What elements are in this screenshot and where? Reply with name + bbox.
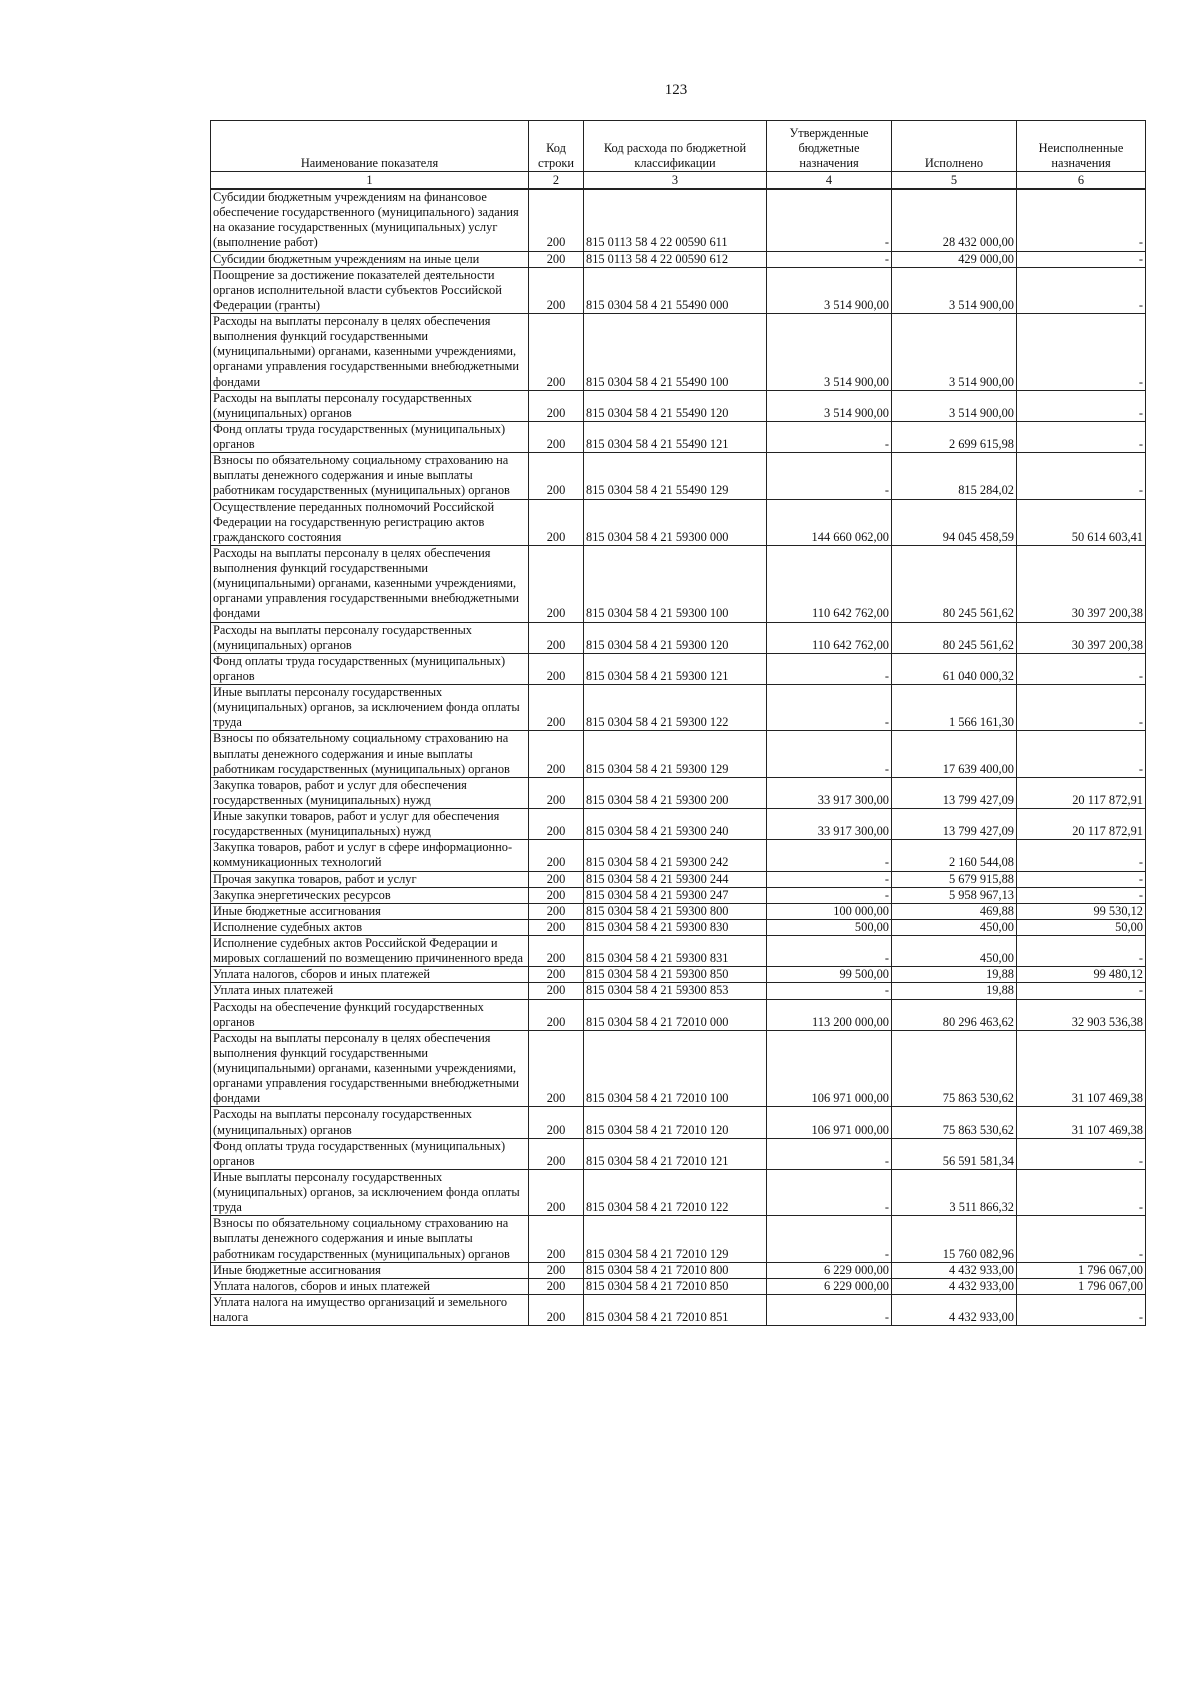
row-approved-amount: 500,00 (767, 919, 892, 935)
row-unexecuted-amount: 1 796 067,00 (1017, 1278, 1146, 1294)
row-budget-code: 815 0304 58 4 21 59300 121 (584, 653, 767, 684)
table-row (211, 1294, 1146, 1325)
row-executed-amount: 80 245 561,62 (892, 545, 1017, 622)
row-unexecuted-amount: - (1017, 189, 1146, 251)
row-unexecuted-amount: 99 480,12 (1017, 967, 1146, 983)
row-line-code: 200 (529, 545, 584, 622)
row-executed-amount: 19,88 (892, 967, 1017, 983)
header-code: Код расхода по бюджетной классификации (584, 121, 767, 172)
table-body (211, 189, 1146, 1326)
column-number: 4 (767, 172, 892, 190)
row-line-code: 200 (529, 1138, 584, 1169)
row-unexecuted-amount: 30 397 200,38 (1017, 545, 1146, 622)
row-unexecuted-amount: - (1017, 1138, 1146, 1169)
table-row (211, 999, 1146, 1030)
row-name: Расходы на выплаты персоналу в целях обеспечения выполнения функций государственными (муниципальными) органами, казенными учреждениями, органами управления государственными внебюджетными фондами (211, 545, 529, 622)
table-row (211, 453, 1146, 499)
row-unexecuted-amount: 99 530,12 (1017, 903, 1146, 919)
table-row (211, 267, 1146, 313)
row-unexecuted-amount: 20 117 872,91 (1017, 809, 1146, 840)
row-line-code: 200 (529, 421, 584, 452)
header-line: Код строки (529, 121, 584, 172)
row-line-code: 200 (529, 809, 584, 840)
row-approved-amount: 6 229 000,00 (767, 1262, 892, 1278)
row-unexecuted-amount: 32 903 536,38 (1017, 999, 1146, 1030)
table-row (211, 1169, 1146, 1215)
table-row (211, 936, 1146, 967)
row-unexecuted-amount: - (1017, 314, 1146, 391)
row-executed-amount: 469,88 (892, 903, 1017, 919)
row-unexecuted-amount: - (1017, 731, 1146, 777)
row-budget-code: 815 0304 58 4 21 72010 850 (584, 1278, 767, 1294)
row-approved-amount: - (767, 871, 892, 887)
row-budget-code: 815 0304 58 4 21 59300 850 (584, 967, 767, 983)
row-unexecuted-amount: 31 107 469,38 (1017, 1030, 1146, 1107)
row-line-code: 200 (529, 903, 584, 919)
column-number: 2 (529, 172, 584, 190)
row-approved-amount: - (767, 1216, 892, 1262)
row-executed-amount: 815 284,02 (892, 453, 1017, 499)
row-name: Закупка товаров, работ и услуг в сфере информационно-коммуникационных технологий (211, 840, 529, 871)
row-executed-amount: 75 863 530,62 (892, 1107, 1017, 1138)
row-executed-amount: 94 045 458,59 (892, 499, 1017, 545)
table-row (211, 903, 1146, 919)
row-name: Прочая закупка товаров, работ и услуг (211, 871, 529, 887)
row-executed-amount: 5 679 915,88 (892, 871, 1017, 887)
table-row (211, 967, 1146, 983)
row-line-code: 200 (529, 622, 584, 653)
row-name: Иные бюджетные ассигнования (211, 903, 529, 919)
row-budget-code: 815 0113 58 4 22 00590 611 (584, 189, 767, 251)
row-line-code: 200 (529, 967, 584, 983)
row-approved-amount: 110 642 762,00 (767, 545, 892, 622)
row-approved-amount: 3 514 900,00 (767, 267, 892, 313)
row-executed-amount: 3 514 900,00 (892, 390, 1017, 421)
table-row (211, 622, 1146, 653)
column-number-row (211, 172, 1146, 190)
row-line-code: 200 (529, 251, 584, 267)
row-budget-code: 815 0304 58 4 21 72010 129 (584, 1216, 767, 1262)
table-row (211, 1216, 1146, 1262)
column-number: 6 (1017, 172, 1146, 190)
header-unexecuted: Неисполненные назначения (1017, 121, 1146, 172)
row-budget-code: 815 0304 58 4 21 59300 120 (584, 622, 767, 653)
row-line-code: 200 (529, 731, 584, 777)
row-unexecuted-amount: 20 117 872,91 (1017, 777, 1146, 808)
row-executed-amount: 4 432 933,00 (892, 1278, 1017, 1294)
row-line-code: 200 (529, 685, 584, 731)
table-row (211, 840, 1146, 871)
row-approved-amount: 106 971 000,00 (767, 1107, 892, 1138)
row-budget-code: 815 0304 58 4 21 59300 000 (584, 499, 767, 545)
row-approved-amount: - (767, 1169, 892, 1215)
row-line-code: 200 (529, 314, 584, 391)
row-name: Расходы на выплаты персоналу государственных (муниципальных) органов (211, 1107, 529, 1138)
row-line-code: 200 (529, 936, 584, 967)
row-executed-amount: 13 799 427,09 (892, 809, 1017, 840)
row-executed-amount: 17 639 400,00 (892, 731, 1017, 777)
row-budget-code: 815 0304 58 4 21 59300 247 (584, 887, 767, 903)
column-number: 3 (584, 172, 767, 190)
row-budget-code: 815 0304 58 4 21 72010 000 (584, 999, 767, 1030)
row-line-code: 200 (529, 453, 584, 499)
row-line-code: 200 (529, 499, 584, 545)
row-line-code: 200 (529, 919, 584, 935)
row-name: Взносы по обязательному социальному страхованию на выплаты денежного содержания и иные выплаты работникам государственных (муниципальных) органов (211, 1216, 529, 1262)
row-unexecuted-amount: 1 796 067,00 (1017, 1262, 1146, 1278)
row-executed-amount: 56 591 581,34 (892, 1138, 1017, 1169)
row-line-code: 200 (529, 1107, 584, 1138)
row-unexecuted-amount: - (1017, 871, 1146, 887)
row-executed-amount: 75 863 530,62 (892, 1030, 1017, 1107)
row-budget-code: 815 0304 58 4 21 55490 120 (584, 390, 767, 421)
column-number: 5 (892, 172, 1017, 190)
row-budget-code: 815 0304 58 4 21 72010 120 (584, 1107, 767, 1138)
row-budget-code: 815 0304 58 4 21 59300 100 (584, 545, 767, 622)
row-approved-amount: - (767, 936, 892, 967)
row-line-code: 200 (529, 840, 584, 871)
row-line-code: 200 (529, 999, 584, 1030)
table-row (211, 189, 1146, 251)
row-unexecuted-amount: 50,00 (1017, 919, 1146, 935)
row-budget-code: 815 0304 58 4 21 59300 800 (584, 903, 767, 919)
row-name: Закупка товаров, работ и услуг для обеспечения государственных (муниципальных) нужд (211, 777, 529, 808)
table-row (211, 731, 1146, 777)
row-line-code: 200 (529, 887, 584, 903)
table-row (211, 545, 1146, 622)
table-row (211, 1138, 1146, 1169)
row-budget-code: 815 0304 58 4 21 72010 122 (584, 1169, 767, 1215)
table-row (211, 919, 1146, 935)
row-name: Иные выплаты персоналу государственных (муниципальных) органов, за исключением фонда оплаты труда (211, 1169, 529, 1215)
row-unexecuted-amount: - (1017, 887, 1146, 903)
row-approved-amount: 106 971 000,00 (767, 1030, 892, 1107)
row-unexecuted-amount: - (1017, 936, 1146, 967)
row-approved-amount: - (767, 189, 892, 251)
header-executed: Исполнено (892, 121, 1017, 172)
row-line-code: 200 (529, 267, 584, 313)
row-approved-amount: 6 229 000,00 (767, 1278, 892, 1294)
row-executed-amount: 450,00 (892, 936, 1017, 967)
row-approved-amount: - (767, 840, 892, 871)
table-row (211, 777, 1146, 808)
row-budget-code: 815 0304 58 4 21 59300 831 (584, 936, 767, 967)
row-name: Фонд оплаты труда государственных (муниципальных) органов (211, 1138, 529, 1169)
row-unexecuted-amount: - (1017, 653, 1146, 684)
table-row (211, 653, 1146, 684)
row-approved-amount: - (767, 983, 892, 999)
row-executed-amount: 5 958 967,13 (892, 887, 1017, 903)
table-row (211, 809, 1146, 840)
row-approved-amount: - (767, 1138, 892, 1169)
row-budget-code: 815 0113 58 4 22 00590 612 (584, 251, 767, 267)
row-approved-amount: 110 642 762,00 (767, 622, 892, 653)
row-approved-amount: 3 514 900,00 (767, 390, 892, 421)
row-executed-amount: 450,00 (892, 919, 1017, 935)
header-approved: Утвержденные бюджетные назначения (767, 121, 892, 172)
table-header (211, 121, 1146, 190)
row-name: Иные выплаты персоналу государственных (муниципальных) органов, за исключением фонда оплаты труда (211, 685, 529, 731)
row-unexecuted-amount: - (1017, 453, 1146, 499)
row-executed-amount: 80 245 561,62 (892, 622, 1017, 653)
row-name: Поощрение за достижение показателей деятельности органов исполнительной власти субъектов Российской Федерации (гранты) (211, 267, 529, 313)
table-row (211, 1262, 1146, 1278)
row-budget-code: 815 0304 58 4 21 55490 000 (584, 267, 767, 313)
row-approved-amount: 100 000,00 (767, 903, 892, 919)
row-unexecuted-amount: 30 397 200,38 (1017, 622, 1146, 653)
row-executed-amount: 15 760 082,96 (892, 1216, 1017, 1262)
row-line-code: 200 (529, 1262, 584, 1278)
row-unexecuted-amount: - (1017, 421, 1146, 452)
row-unexecuted-amount: - (1017, 267, 1146, 313)
row-name: Фонд оплаты труда государственных (муниципальных) органов (211, 421, 529, 452)
row-unexecuted-amount: - (1017, 840, 1146, 871)
row-name: Иные закупки товаров, работ и услуг для обеспечения государственных (муниципальных) нужд (211, 809, 529, 840)
row-line-code: 200 (529, 983, 584, 999)
row-executed-amount: 4 432 933,00 (892, 1262, 1017, 1278)
row-executed-amount: 3 511 866,32 (892, 1169, 1017, 1215)
row-budget-code: 815 0304 58 4 21 55490 100 (584, 314, 767, 391)
row-executed-amount: 80 296 463,62 (892, 999, 1017, 1030)
row-name: Расходы на выплаты персоналу в целях обеспечения выполнения функций государственными (муниципальными) органами, казенными учреждениями, органами управления государственными внебюджетными фондами (211, 1030, 529, 1107)
table-row (211, 871, 1146, 887)
row-name: Уплата налога на имущество организаций и земельного налога (211, 1294, 529, 1325)
row-budget-code: 815 0304 58 4 21 72010 800 (584, 1262, 767, 1278)
row-executed-amount: 2 160 544,08 (892, 840, 1017, 871)
row-name: Фонд оплаты труда государственных (муниципальных) органов (211, 653, 529, 684)
row-unexecuted-amount: - (1017, 685, 1146, 731)
table-row (211, 499, 1146, 545)
row-line-code: 200 (529, 1169, 584, 1215)
row-approved-amount: - (767, 731, 892, 777)
row-executed-amount: 3 514 900,00 (892, 314, 1017, 391)
row-budget-code: 815 0304 58 4 21 59300 129 (584, 731, 767, 777)
table-row (211, 1278, 1146, 1294)
row-budget-code: 815 0304 58 4 21 59300 240 (584, 809, 767, 840)
row-name: Иные бюджетные ассигнования (211, 1262, 529, 1278)
row-line-code: 200 (529, 871, 584, 887)
row-name: Уплата налогов, сборов и иных платежей (211, 967, 529, 983)
row-executed-amount: 13 799 427,09 (892, 777, 1017, 808)
row-unexecuted-amount: - (1017, 251, 1146, 267)
row-unexecuted-amount: - (1017, 1216, 1146, 1262)
row-name: Уплата иных платежей (211, 983, 529, 999)
table-row (211, 390, 1146, 421)
table-row (211, 685, 1146, 731)
row-budget-code: 815 0304 58 4 21 59300 122 (584, 685, 767, 731)
row-approved-amount: 144 660 062,00 (767, 499, 892, 545)
row-approved-amount: - (767, 251, 892, 267)
row-budget-code: 815 0304 58 4 21 55490 129 (584, 453, 767, 499)
row-executed-amount: 28 432 000,00 (892, 189, 1017, 251)
row-name: Расходы на выплаты персоналу государственных (муниципальных) органов (211, 622, 529, 653)
row-budget-code: 815 0304 58 4 21 72010 100 (584, 1030, 767, 1107)
row-line-code: 200 (529, 390, 584, 421)
row-executed-amount: 429 000,00 (892, 251, 1017, 267)
row-name: Закупка энергетических ресурсов (211, 887, 529, 903)
row-approved-amount: - (767, 685, 892, 731)
page-number: 123 (664, 82, 688, 98)
row-line-code: 200 (529, 189, 584, 251)
row-executed-amount: 61 040 000,32 (892, 653, 1017, 684)
row-unexecuted-amount: 50 614 603,41 (1017, 499, 1146, 545)
row-executed-amount: 2 699 615,98 (892, 421, 1017, 452)
row-approved-amount: - (767, 887, 892, 903)
row-name: Субсидии бюджетным учреждениям на иные цели (211, 251, 529, 267)
row-budget-code: 815 0304 58 4 21 72010 121 (584, 1138, 767, 1169)
row-line-code: 200 (529, 1216, 584, 1262)
row-approved-amount: - (767, 421, 892, 452)
row-budget-code: 815 0304 58 4 21 59300 244 (584, 871, 767, 887)
row-unexecuted-amount: - (1017, 1169, 1146, 1215)
row-executed-amount: 3 514 900,00 (892, 267, 1017, 313)
row-approved-amount: - (767, 453, 892, 499)
row-name: Расходы на обеспечение функций государственных органов (211, 999, 529, 1030)
row-unexecuted-amount: - (1017, 983, 1146, 999)
row-unexecuted-amount: - (1017, 1294, 1146, 1325)
row-name: Осуществление переданных полномочий Российской Федерации на государственную регистрацию актов гражданского состояния (211, 499, 529, 545)
row-name: Расходы на выплаты персоналу государственных (муниципальных) органов (211, 390, 529, 421)
table-row (211, 251, 1146, 267)
table-row (211, 1107, 1146, 1138)
row-approved-amount: - (767, 653, 892, 684)
row-budget-code: 815 0304 58 4 21 59300 853 (584, 983, 767, 999)
row-name: Субсидии бюджетным учреждениям на финансовое обеспечение государственного (муниципального) задания на оказание государственных (муниципальных) услуг (выполнение работ) (211, 189, 529, 251)
row-name: Расходы на выплаты персоналу в целях обеспечения выполнения функций государственными (муниципальными) органами, казенными учреждениями, органами управления государственными внебюджетными фондами (211, 314, 529, 391)
row-budget-code: 815 0304 58 4 21 55490 121 (584, 421, 767, 452)
row-line-code: 200 (529, 1294, 584, 1325)
table-row (211, 1030, 1146, 1107)
row-approved-amount: - (767, 1294, 892, 1325)
column-number: 1 (211, 172, 529, 190)
row-line-code: 200 (529, 1278, 584, 1294)
table-row (211, 421, 1146, 452)
row-approved-amount: 113 200 000,00 (767, 999, 892, 1030)
header-name: Наименование показателя (211, 121, 529, 172)
row-budget-code: 815 0304 58 4 21 72010 851 (584, 1294, 767, 1325)
row-name: Уплата налогов, сборов и иных платежей (211, 1278, 529, 1294)
row-name: Взносы по обязательному социальному страхованию на выплаты денежного содержания и иные выплаты работникам государственных (муниципальных) органов (211, 731, 529, 777)
row-budget-code: 815 0304 58 4 21 59300 830 (584, 919, 767, 935)
row-budget-code: 815 0304 58 4 21 59300 242 (584, 840, 767, 871)
table-row (211, 887, 1146, 903)
row-name: Исполнение судебных актов (211, 919, 529, 935)
row-line-code: 200 (529, 777, 584, 808)
row-approved-amount: 99 500,00 (767, 967, 892, 983)
row-unexecuted-amount: - (1017, 390, 1146, 421)
row-approved-amount: 33 917 300,00 (767, 809, 892, 840)
row-executed-amount: 1 566 161,30 (892, 685, 1017, 731)
budget-execution-table (210, 120, 1146, 1326)
row-unexecuted-amount: 31 107 469,38 (1017, 1107, 1146, 1138)
table-row (211, 314, 1146, 391)
row-line-code: 200 (529, 1030, 584, 1107)
row-name: Исполнение судебных актов Российской Федерации и мировых соглашений по возмещению причиненного вреда (211, 936, 529, 967)
row-line-code: 200 (529, 653, 584, 684)
row-budget-code: 815 0304 58 4 21 59300 200 (584, 777, 767, 808)
table-row (211, 983, 1146, 999)
row-executed-amount: 4 432 933,00 (892, 1294, 1017, 1325)
row-approved-amount: 33 917 300,00 (767, 777, 892, 808)
row-approved-amount: 3 514 900,00 (767, 314, 892, 391)
row-name: Взносы по обязательному социальному страхованию на выплаты денежного содержания и иные выплаты работникам государственных (муниципальных) органов (211, 453, 529, 499)
row-executed-amount: 19,88 (892, 983, 1017, 999)
